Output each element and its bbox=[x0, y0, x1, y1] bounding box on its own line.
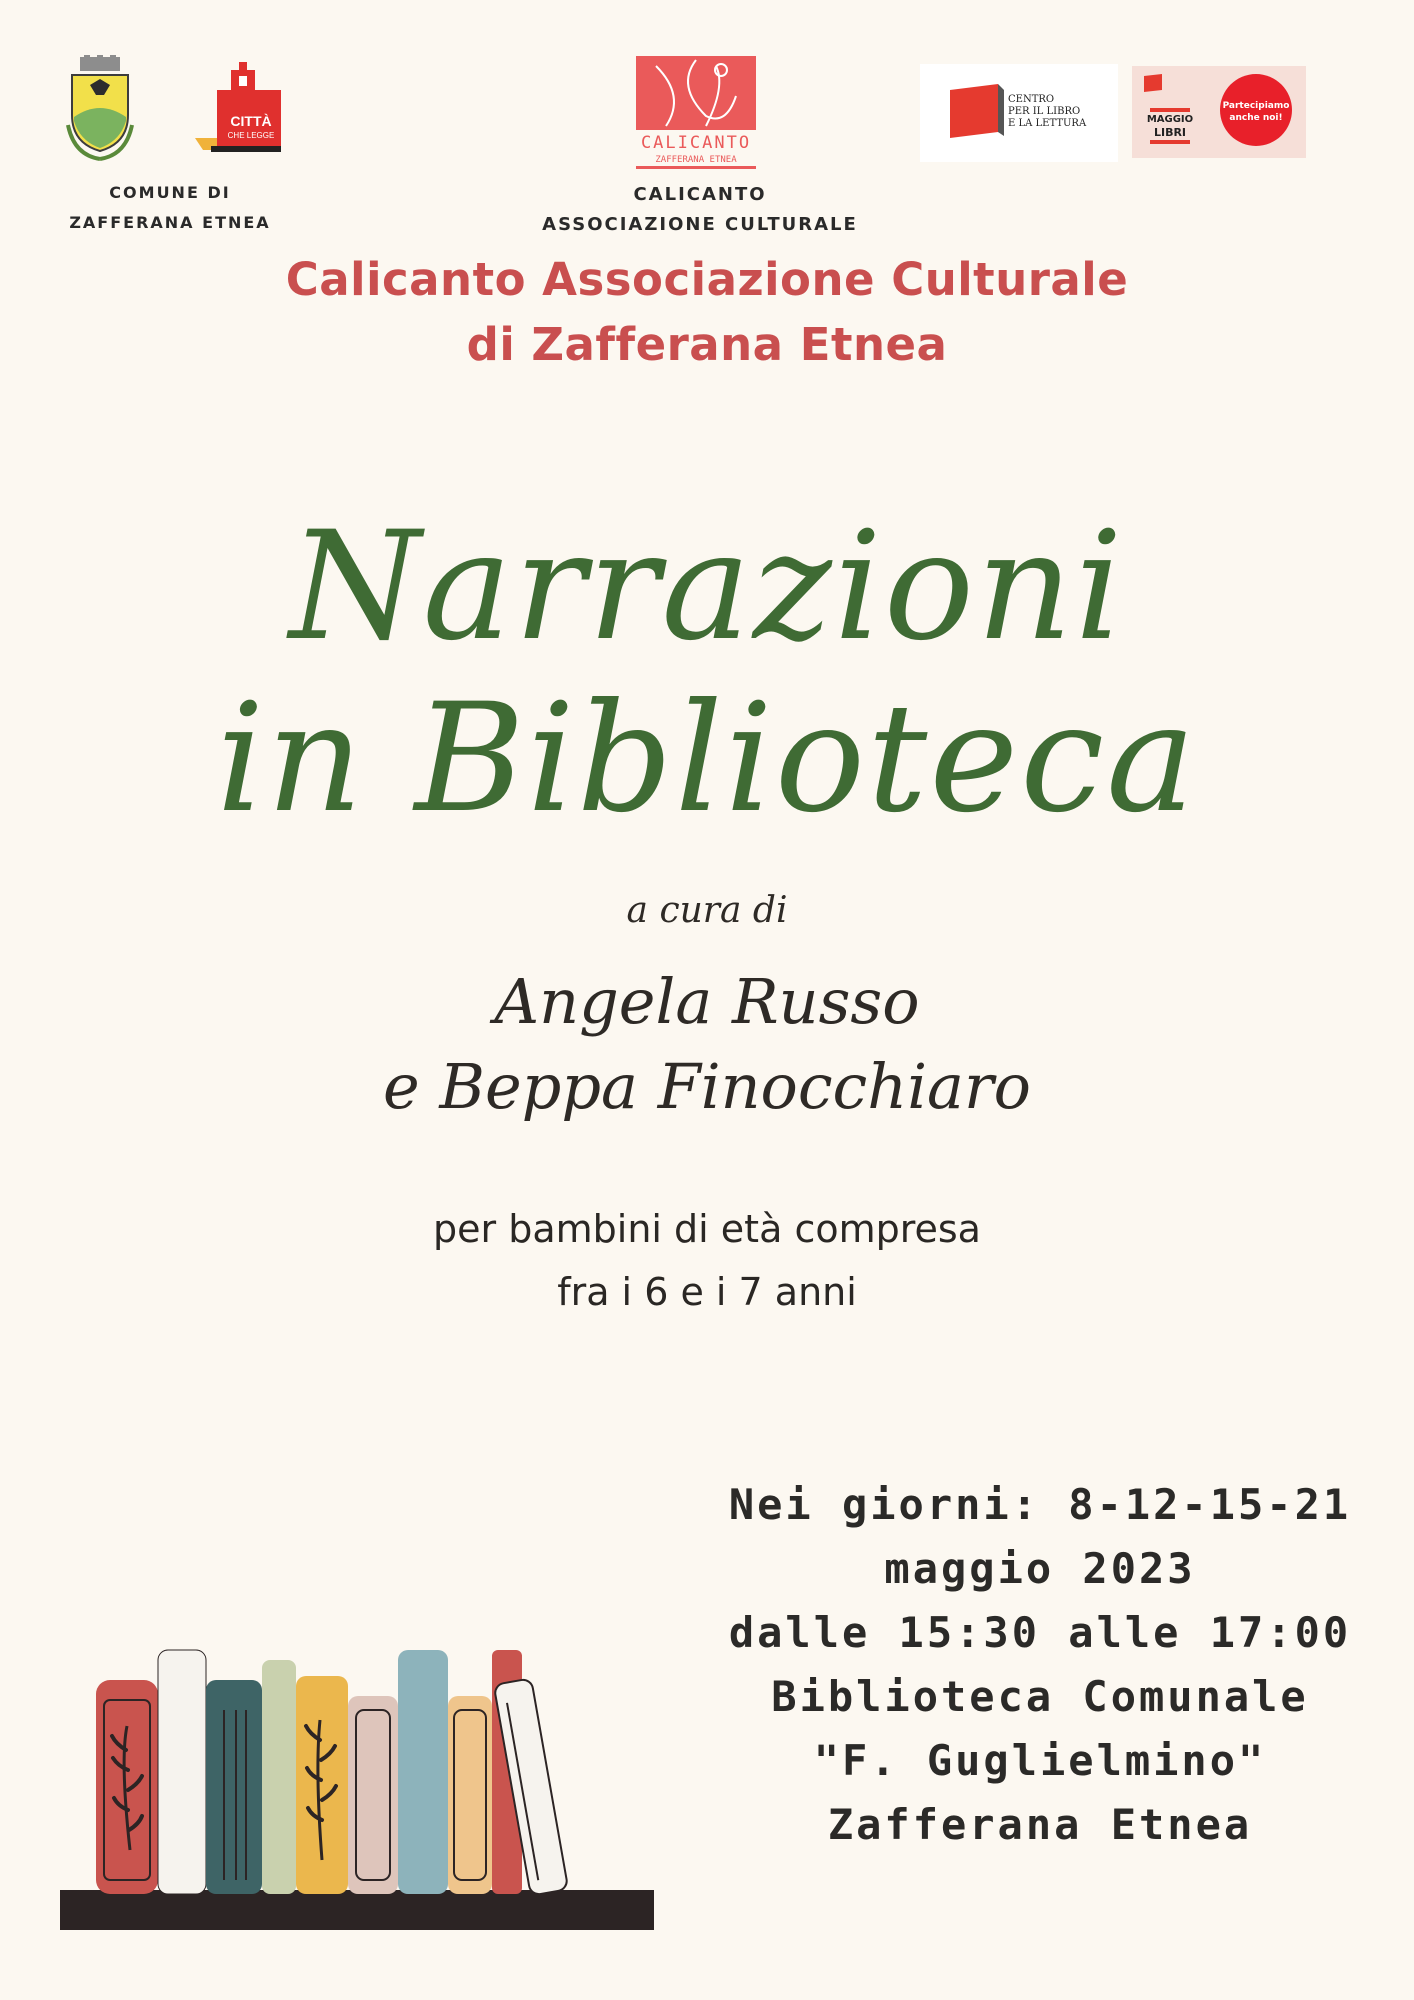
organizer-line2: di Zafferana Etnea bbox=[466, 318, 948, 371]
centro-libro-lettura-logo bbox=[920, 64, 1118, 162]
event-location: Zafferana Etnea bbox=[827, 1800, 1253, 1849]
audience-line1: per bambini di età compresa bbox=[433, 1207, 981, 1251]
cepell-line3: E LA LETTURA bbox=[1008, 118, 1087, 129]
calicanto-logo-text: CALICANTO bbox=[640, 133, 752, 153]
event-venue-name: "F. Guglielmino" bbox=[813, 1736, 1267, 1785]
audience-line2: fra i 6 e i 7 anni bbox=[557, 1270, 857, 1314]
title-line2: in Biblioteca bbox=[216, 672, 1198, 846]
event-dates: Nei giorni: 8-12-15-21 bbox=[728, 1480, 1352, 1529]
citta-che-legge-logo bbox=[195, 60, 285, 160]
maggio-dei-libri-logo bbox=[1132, 66, 1306, 158]
maggio-line2: LIBRI bbox=[1153, 126, 1187, 139]
cepell-line2: PER IL LIBRO bbox=[1008, 106, 1081, 117]
partecipiamo-line2: anche noi! bbox=[1229, 113, 1283, 123]
event-venue: Biblioteca Comunale bbox=[771, 1672, 1309, 1721]
calicanto-caption bbox=[530, 180, 870, 240]
calicanto-caption-line2: ASSOCIAZIONE CULTURALE bbox=[542, 214, 858, 235]
organizer-line1: Calicanto Associazione Culturale bbox=[285, 253, 1129, 306]
calicanto-caption-line1: CALICANTO bbox=[633, 184, 767, 205]
comune-caption-line1: COMUNE DI bbox=[109, 183, 231, 202]
calicanto-logo bbox=[636, 56, 756, 172]
maggio-line1: MAGGIO bbox=[1146, 114, 1194, 125]
partecipiamo-line1: Partecipiamo bbox=[1222, 101, 1290, 111]
calicanto-logo-subtext: ZAFFERANA ETNEA bbox=[655, 155, 737, 165]
citta-logo-subtext: CHE LEGGE bbox=[227, 131, 275, 140]
author-2: e Beppa Finocchiaro bbox=[383, 1050, 1031, 1123]
citta-logo-text: CITTÀ bbox=[230, 113, 272, 129]
credits-intro: a cura di bbox=[626, 890, 788, 931]
comune-coat-of-arms-icon bbox=[60, 55, 140, 165]
comune-caption-line2: ZAFFERANA ETNEA bbox=[69, 213, 271, 232]
event-month: maggio 2023 bbox=[884, 1544, 1196, 1593]
comune-caption bbox=[60, 178, 280, 238]
event-time: dalle 15:30 alle 17:00 bbox=[728, 1608, 1352, 1657]
bookshelf-illustration bbox=[60, 1640, 660, 1960]
cepell-line1: CENTRO bbox=[1008, 94, 1055, 105]
title-line1: Narrazioni bbox=[289, 500, 1125, 674]
author-1: Angela Russo bbox=[494, 965, 920, 1038]
